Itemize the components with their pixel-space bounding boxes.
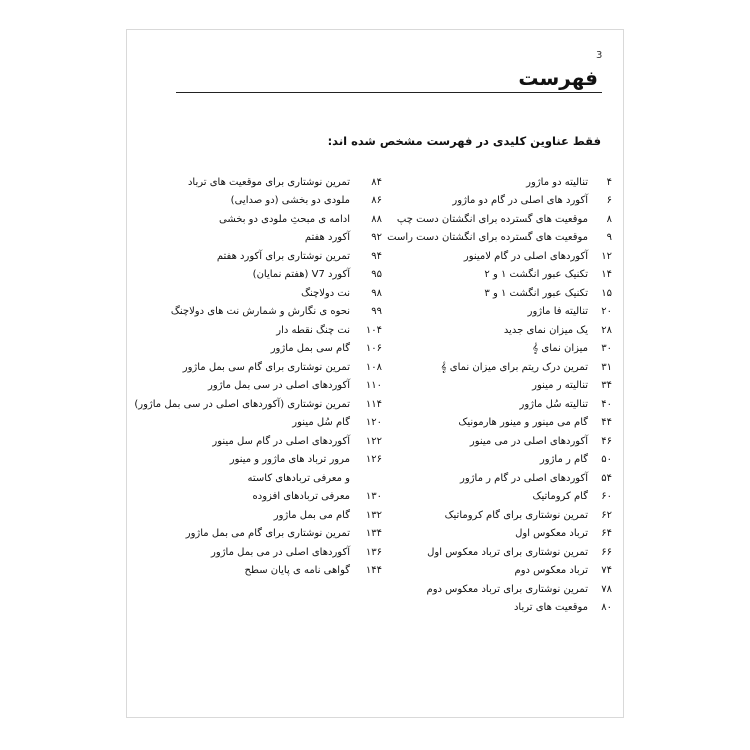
toc-page-number: ۴۴ [601,417,612,429]
toc-page-number: ۹۸ [371,287,382,299]
toc-page-number: ۳۰ [601,343,612,355]
toc-entry-title: تنالیته ر مینور [532,380,588,392]
toc-entry-title: تکنیک عبور انگشت ۱ و ۳ [484,287,588,299]
toc-entry-title: تکنیک عبور انگشت ۱ و ۲ [484,269,588,281]
toc-entry-title: مرور ترباد های ماژور و مینور [229,454,350,466]
toc-entry [182,173,382,192]
toc-entry [182,229,382,248]
toc-entry [382,358,612,377]
toc-left-column [134,173,382,580]
toc-entry [182,284,382,303]
toc-entry-title: آکورد V7 (هفتم نمایان) [252,269,350,281]
toc-entry [382,599,612,618]
toc-entry [182,340,382,359]
toc-entry-title: میزان نمای 𝄞 [532,343,588,355]
toc-entry-title: تمرین نوشتاری برای آکورد هفتم [216,250,350,262]
toc-page-number: ۱۳۰ [365,491,382,503]
toc-page-number: ۱۳۴ [365,528,382,540]
toc-entry-title: موقعیت های گسترده برای انگشتان دست چپ [396,213,588,225]
toc-page-number: ۳۱ [601,361,612,373]
toc-right-column [382,173,612,617]
toc-entry [182,525,382,544]
toc-entry [382,488,612,507]
toc-entry [182,432,382,451]
toc-entry-title: تنالیته دو ماژور [526,176,588,188]
toc-entry-title: نت چنگ نقطه دار [276,324,350,336]
toc-entry-title: ادامه ی مبحثِ ملودی دو بخشی [219,213,350,225]
toc-entry [182,506,382,525]
toc-entry-title: گام می بمل ماژور [273,509,350,521]
toc-page-number: ۹۴ [371,250,382,262]
toc-entry [382,303,612,322]
toc-entry-title: آکوردهای اصلی در سی بمل ماژور [208,380,350,392]
toc-page-number: ۱۴ [601,269,612,281]
title-divider [176,92,602,93]
toc-entry [382,525,612,544]
toc-entry [382,469,612,488]
toc-entry-title: تمرین نوشتاری برای ترباد معکوس دوم [426,583,588,595]
toc-page-number: ۹ [606,232,612,244]
toc-entry-title: یک میزان نمای جدید [503,324,588,336]
toc-entry-title: نت دولاچنگ [301,287,350,299]
toc-entry-title: تمرین نوشتاری برای گام می بمل ماژور [185,528,350,540]
toc-entry-title: تمرین نوشتاری برای گام کروماتیک [444,509,588,521]
toc-entry [382,580,612,599]
toc-entry [382,340,612,359]
toc-entry [182,543,382,562]
toc-page-number: ۱۲۶ [365,454,382,466]
toc-entry-title: آکوردهای اصلی در گام ر ماژور [460,472,588,484]
toc-page-number: ۱۱۴ [365,398,382,410]
toc-entry [382,395,612,414]
toc-entry-title: معرفی تربادهای افزوده [252,491,350,503]
toc-entry-title: ملودی دو بخشی (دو صدایی) [230,195,350,207]
toc-entry [382,451,612,470]
toc-entry [182,192,382,211]
toc-entry-title: تمرین نوشتاری برای موقعیت های ترباد [187,176,350,188]
toc-entry [382,210,612,229]
toc-page-number: ۸۸ [371,213,382,225]
toc-entry-title: تمرین نوشتاری برای گام سی بمل ماژور [182,361,350,373]
toc-entry-title: آکوردهای اصلی در می مینور [469,435,588,447]
toc-entry-title: آکوردهای اصلی در می بمل ماژور [211,546,350,558]
toc-entry [182,377,382,396]
toc-page-number: ۸۰ [601,602,612,614]
page-number: 3 [596,50,603,61]
toc-entry [382,247,612,266]
toc-entry [182,414,382,433]
toc-entry-title: گواهی نامه ی پایان سطح [244,565,350,577]
toc-page-number: ۶۰ [601,491,612,503]
toc-page-number: ۵۰ [601,454,612,466]
toc-page-number: ۱۳۲ [365,509,382,521]
toc-page-number: ۷۴ [601,565,612,577]
toc-entry-title: آکوردهای اصلی در گام لامینور [463,250,588,262]
toc-page-number: ۷۸ [601,583,612,595]
toc-page-number: ۹۵ [371,269,382,281]
toc-entry-title: تنالیته فا ماژور [527,306,588,318]
toc-entry [382,321,612,340]
toc-page-number: ۶۲ [601,509,612,521]
toc-page-number: ۱۰۸ [365,361,382,373]
toc-entry [382,173,612,192]
toc-page-number: ۴۶ [601,435,612,447]
toc-page-number: ۸ [606,213,612,225]
toc-entry [182,488,382,507]
toc-entry [134,395,382,414]
toc-page-number: ۵۴ [601,472,612,484]
toc-page-number: ۴ [606,176,612,188]
toc-page-number: ۲۰ [601,306,612,318]
toc-page-number: ۱۰۶ [365,343,382,355]
toc-page-number: ۱۲ [601,250,612,262]
toc-subtitle: فقط عناوین کلیدی در فهرست مشخص شده اند: [327,134,601,148]
toc-entry-title: گام سُل مینور [292,417,350,429]
toc-page-number: ۱۰۴ [365,324,382,336]
toc-page-number: ۶۴ [601,528,612,540]
toc-entry [382,432,612,451]
toc-entry [382,543,612,562]
toc-entry-title: تمرین نوشتاری (آکوردهای اصلی در سی بمل ماژور) [134,398,350,410]
toc-entry [382,192,612,211]
toc-entry [382,414,612,433]
toc-entry-title: گام می مینور و مینور هارمونیک [458,417,588,429]
toc-entry-title: تمرین نوشتاری برای ترباد معکوس اول [427,546,588,558]
toc-page-number: ۶۶ [601,546,612,558]
toc-page-number: ۱۲۰ [365,417,382,429]
toc-entry [382,229,612,248]
toc-entry-title: آکورد های اصلی در گام دو ماژور [452,195,588,207]
toc-entry [382,562,612,581]
toc-entry [382,266,612,285]
page-title: فهرست [518,66,598,90]
toc-page-number: ۱۵ [601,287,612,299]
toc-page-number: ۹۲ [371,232,382,244]
toc-entry-title: گام سی بمل ماژور [270,343,350,355]
toc-entry-title: نحوه ی نگارش و شمارش نت های دولاچنگ [170,306,350,318]
toc-page-number: ۱۴۴ [365,565,382,577]
toc-entry [382,284,612,303]
toc-entry [182,247,382,266]
toc-page-number: ۲۸ [601,324,612,336]
toc-page-number: ۱۲۲ [365,435,382,447]
toc-page-number: ۴۰ [601,398,612,410]
toc-page-number: ۸۶ [371,195,382,207]
toc-page-number: ۱۳۶ [365,546,382,558]
toc-entry [182,451,382,470]
toc-entry-title: گام کروماتیک [532,491,588,503]
toc-entry [382,506,612,525]
toc-entry-title: ترباد معکوس دوم [514,565,588,577]
toc-entry [170,303,382,322]
toc-entry [182,210,382,229]
toc-page-number: ۹۹ [371,306,382,318]
toc-entry-title: گام ر ماژور [539,454,588,466]
toc-entry-title: و معرفی تربادهای کاسته [247,472,350,484]
toc-entry [182,358,382,377]
toc-entry-title: تمرین درک ریتم برای میزان نمای 𝄞 [440,361,588,373]
toc-entry-title: آکوردهای اصلی در گام سل مینور [212,435,350,447]
toc-entry-title: موقعیت های گسترده برای انگشتان دست راست [387,232,588,244]
toc-entry [182,562,382,581]
toc-entry [182,266,382,285]
toc-entry-title: آکورد هفتم [304,232,350,244]
toc-page-number: ۸۴ [371,176,382,188]
toc-entry-title: ترباد معکوس اول [515,528,588,540]
toc-entry-title: موقعیت های ترباد [513,602,588,614]
toc-entry-title: تنالیته سُل ماژور [519,398,588,410]
toc-entry [382,377,612,396]
toc-page-number: ۶ [606,195,612,207]
toc-page-number: ۳۴ [601,380,612,392]
toc-entry [182,469,382,488]
toc-entry [182,321,382,340]
toc-page-number: ۱۱۰ [365,380,382,392]
